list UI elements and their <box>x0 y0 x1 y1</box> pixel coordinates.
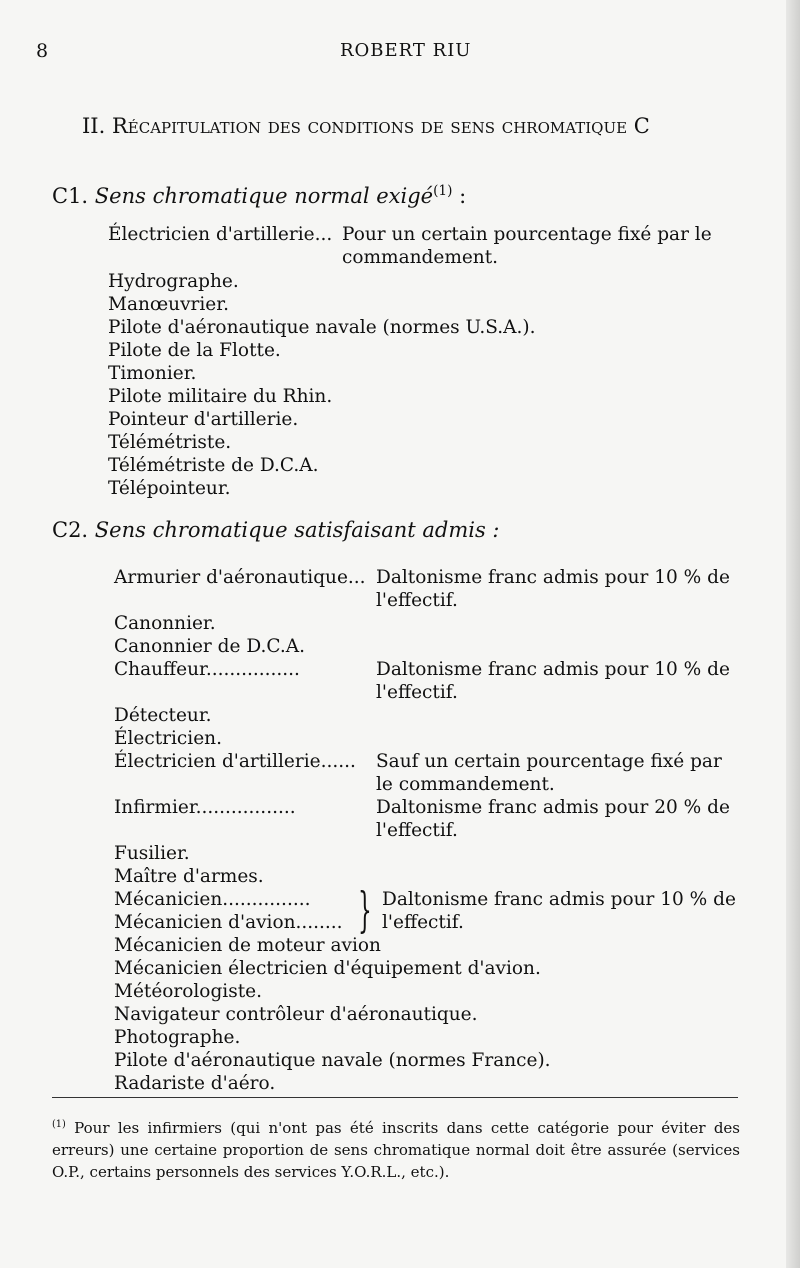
c2-item: Navigateur contrôleur d'aéronautique. <box>114 1004 478 1025</box>
c2-mecanicien-avion: Mécanicien d'avion........ <box>114 912 343 933</box>
page-number: 8 <box>36 40 49 62</box>
c1-item: Pilote de la Flotte. <box>108 340 281 361</box>
section-heading-prefix: II. R <box>82 114 128 138</box>
c2-item: Canonnier de D.C.A. <box>114 636 305 657</box>
c2-chauffeur-desc: Daltonisme franc admis pour 10 % de l'effectif. <box>376 659 730 703</box>
c2-mecanicien-desc: Daltonisme franc admis pour 10 % de l'effectif. <box>382 889 736 933</box>
section-heading-title: écapitulation des conditions de sens chromatique <box>127 114 628 138</box>
c2-code: C2. <box>52 518 89 542</box>
c2-item: Détecteur. <box>114 705 212 726</box>
c2-item: Électricien. <box>114 728 222 749</box>
c1-title: Sens chromatique normal exigé <box>94 184 434 208</box>
c2-title: Sens chromatique satisfaisant admis : <box>94 518 500 542</box>
c1-item: Timonier. <box>108 363 197 384</box>
page-edge <box>786 0 800 1268</box>
c1-item: Pilote militaire du Rhin. <box>108 386 333 407</box>
c2-item: Fusilier. <box>114 843 190 864</box>
c1-item: Manœuvrier. <box>108 294 229 315</box>
c1-code: C1. <box>52 184 89 208</box>
c1-item: Pilote d'aéronautique navale (normes U.S.A.). <box>108 317 536 338</box>
c1-colon: : <box>459 184 467 208</box>
c2-item: Radariste d'aéro. <box>114 1073 276 1094</box>
c2-infirmier-desc: Daltonisme franc admis pour 20 % de l'effectif. <box>376 797 730 841</box>
c2-chauffeur-label: Chauffeur................ <box>114 659 300 680</box>
footnote-divider <box>52 1097 738 1098</box>
c2-mecanicien: Mécanicien............... <box>114 889 311 910</box>
brace-glyph: } <box>358 882 372 938</box>
c2-mecanicien-moteur: Mécanicien de moteur avion <box>114 935 381 956</box>
c1-first-item-label: Électricien d'artillerie... <box>108 224 333 245</box>
c2-item: Canonnier. <box>114 613 216 634</box>
c1-item: Hydrographe. <box>108 271 239 292</box>
footnote-ref: (1) <box>433 183 453 199</box>
footnote-text: Pour les infirmiers (qui n'ont pas été inscrits dans cette catégorie pour éviter des erreurs) une certaine proportion de sens chromatique normal doit être assurée (services O.P., certains personnels des services Y.O.R.L., etc.). <box>52 1119 740 1181</box>
subsection-c2-heading <box>52 518 500 542</box>
c1-first-item-desc: Pour un certain pourcentage fixé par le commandement. <box>342 224 712 268</box>
c2-electricien-art-desc: Sauf un certain pourcentage fixé par le commandement. <box>376 751 722 795</box>
c2-armurier-label: Armurier d'aéronautique... <box>114 567 366 588</box>
section-heading <box>82 114 650 138</box>
section-heading-letter: C <box>633 114 650 138</box>
c1-item: Télémétriste de D.C.A. <box>108 455 319 476</box>
footnote-marker: (1) <box>52 1119 66 1130</box>
c2-item: Photographe. <box>114 1027 241 1048</box>
c2-armurier-desc: Daltonisme franc admis pour 10 % de l'effectif. <box>376 567 730 611</box>
c2-item: Météorologiste. <box>114 981 262 1002</box>
c2-electricien-art-label: Électricien d'artillerie...... <box>114 751 356 772</box>
running-header: ROBERT RIU <box>340 40 472 61</box>
c1-item: Télépointeur. <box>108 478 231 499</box>
c2-infirmier-label: Infirmier................. <box>114 797 296 818</box>
c2-item: Pilote d'aéronautique navale (normes France). <box>114 1050 551 1071</box>
subsection-c1-heading <box>52 183 466 208</box>
footnote <box>52 1114 740 1183</box>
c2-item: Mécanicien électricien d'équipement d'avion. <box>114 958 541 979</box>
c1-item: Télémétriste. <box>108 432 232 453</box>
c2-item: Maître d'armes. <box>114 866 264 887</box>
c1-item: Pointeur d'artillerie. <box>108 409 299 430</box>
